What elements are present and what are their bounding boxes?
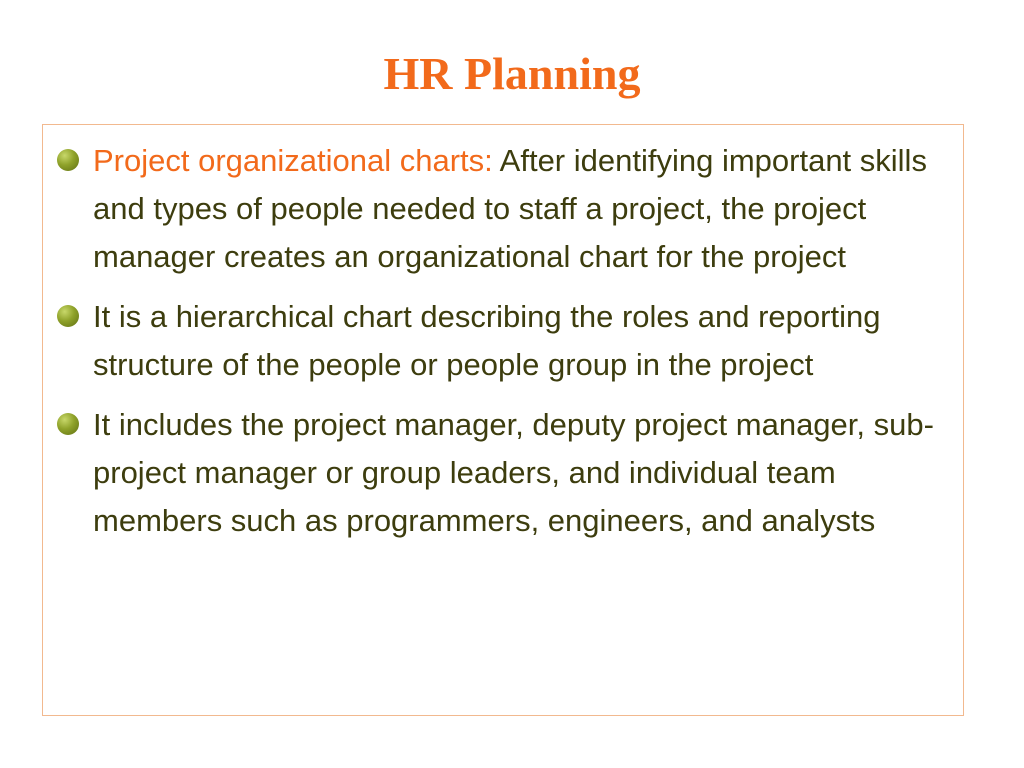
bullet-item-org-charts [57,137,957,281]
bullet-text: After identifying important skills and types of people needed to staff a project, the project manager creates an organizational chart for the project [93,143,927,274]
bullet-text: It includes the project manager, deputy project manager, sub-project manager or group leaders, and individual team members such as programmers, engineers, and analysts [93,407,934,538]
bullet-item-hierarchical-chart [57,293,957,389]
bullet-item-includes [57,401,957,545]
content-box [42,124,964,716]
bullet-list [57,137,957,557]
olive-sphere-bullet-icon [57,149,79,171]
bullet-text: It is a hierarchical chart describing the roles and reporting structure of the people or people group in the project [93,299,881,382]
bullet-highlight: Project organizational charts: [93,143,493,178]
slide-title: HR Planning [383,48,641,99]
olive-sphere-bullet-icon [57,305,79,327]
olive-sphere-bullet-icon [57,413,79,435]
